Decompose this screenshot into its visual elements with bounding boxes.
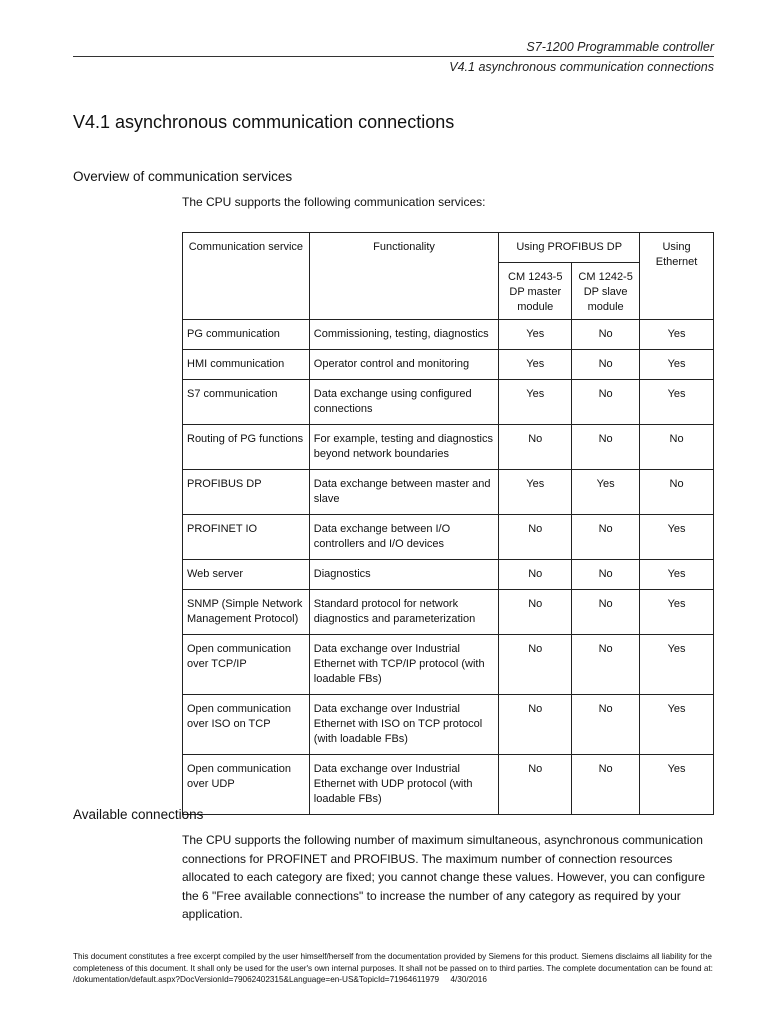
cell-cm1242: No (572, 515, 640, 560)
cell-ethernet: Yes (640, 380, 714, 425)
cell-service: Open communication over UDP (183, 755, 310, 815)
cell-ethernet: Yes (640, 695, 714, 755)
footer-url: /dokumentation/default.aspx?DocVersionId=79062402315&Language=en-US&TopicId=71964611979 (73, 975, 440, 984)
cell-ethernet: Yes (640, 320, 714, 350)
cell-cm1242: Yes (572, 470, 640, 515)
cell-cm1242: No (572, 695, 640, 755)
footer-disclaimer-text: This document constitutes a free excerpt compiled by the user himself/herself from the documentation provided by Siemens for this product. Siemens disclaims all liability for the completeness of this document. It shall only be used for the user's own internal purposes. It shall not be passed on to third parties. The complete documentation can be found at: (73, 952, 713, 973)
col-header-cm1242: CM 1242-5 DP slave module (572, 263, 640, 320)
cell-functionality: Data exchange between master and slave (309, 470, 499, 515)
running-header-product: S7-1200 Programmable controller (526, 40, 714, 54)
cell-cm1243: Yes (499, 350, 572, 380)
cell-functionality: Operator control and monitoring (309, 350, 499, 380)
table-row (183, 380, 714, 425)
cell-functionality: Data exchange using configured connections (309, 380, 499, 425)
cell-service: S7 communication (183, 380, 310, 425)
table-row (183, 560, 714, 590)
cell-functionality: Data exchange over Industrial Ethernet with TCP/IP protocol (with loadable FBs) (309, 635, 499, 695)
cell-functionality: Standard protocol for network diagnostics and parameterization (309, 590, 499, 635)
cell-ethernet: Yes (640, 755, 714, 815)
table-row (183, 320, 714, 350)
cell-cm1242: No (572, 380, 640, 425)
cell-cm1243: No (499, 515, 572, 560)
section-heading-connections: Available connections (73, 807, 204, 822)
cell-service: PG communication (183, 320, 310, 350)
table-row (183, 515, 714, 560)
cell-cm1242: No (572, 635, 640, 695)
col-header-service: Communication service (183, 233, 310, 320)
cell-ethernet: Yes (640, 590, 714, 635)
intro-text: The CPU supports the following communication services: (182, 195, 486, 209)
communication-services-table (182, 232, 714, 815)
table-row (183, 350, 714, 380)
cell-cm1243: Yes (499, 320, 572, 350)
col-header-functionality: Functionality (309, 233, 499, 320)
cell-cm1243: No (499, 590, 572, 635)
connections-paragraph: The CPU supports the following number of maximum simultaneous, asynchronous communication connections for PROFINET and PROFIBUS. The maximum number of connection resources allocated to each category are fixed; you cannot change these values. However, you can configure the 6 "Free available connections" to increase the number of any category as required by your application. (182, 833, 705, 921)
page-title: V4.1 asynchronous communication connections (73, 112, 455, 132)
cell-ethernet: Yes (640, 560, 714, 590)
cell-cm1243: Yes (499, 380, 572, 425)
cell-functionality: Data exchange over Industrial Ethernet with UDP protocol (with loadable FBs) (309, 755, 499, 815)
cell-functionality: Commissioning, testing, diagnostics (309, 320, 499, 350)
cell-ethernet: No (640, 425, 714, 470)
cell-functionality: Data exchange over Industrial Ethernet with ISO on TCP protocol (with loadable FBs) (309, 695, 499, 755)
cell-functionality: Diagnostics (309, 560, 499, 590)
table-row (183, 590, 714, 635)
cell-service: PROFINET IO (183, 515, 310, 560)
cell-service: HMI communication (183, 350, 310, 380)
table-row (183, 755, 714, 815)
cell-service: Open communication over TCP/IP (183, 635, 310, 695)
cell-cm1243: No (499, 425, 572, 470)
footer-date: 4/30/2016 (450, 975, 487, 984)
cell-ethernet: Yes (640, 515, 714, 560)
cell-service: SNMP (Simple Network Management Protocol) (183, 590, 310, 635)
cell-cm1243: Yes (499, 470, 572, 515)
cell-service: Open communication over ISO on TCP (183, 695, 310, 755)
table-row (183, 425, 714, 470)
table-body (183, 320, 714, 815)
footer-disclaimer (73, 951, 723, 986)
cell-cm1243: No (499, 560, 572, 590)
cell-cm1242: No (572, 425, 640, 470)
cell-cm1242: No (572, 320, 640, 350)
cell-cm1242: No (572, 590, 640, 635)
table-row (183, 695, 714, 755)
cell-cm1243: No (499, 635, 572, 695)
cell-cm1243: No (499, 755, 572, 815)
col-header-cm1243: CM 1243-5 DP master module (499, 263, 572, 320)
section-heading-overview: Overview of communication services (73, 169, 293, 184)
cell-cm1242: No (572, 560, 640, 590)
cell-service: Routing of PG functions (183, 425, 310, 470)
cell-cm1242: No (572, 350, 640, 380)
cell-ethernet: Yes (640, 350, 714, 380)
cell-functionality: Data exchange between I/O controllers and I/O devices (309, 515, 499, 560)
col-header-profibus: Using PROFIBUS DP (499, 233, 640, 263)
header-rule (73, 56, 714, 57)
cell-cm1243: No (499, 695, 572, 755)
cell-cm1242: No (572, 755, 640, 815)
cell-service: Web server (183, 560, 310, 590)
table-row (183, 470, 714, 515)
running-header-section: V4.1 asynchronous communication connections (449, 60, 714, 74)
cell-ethernet: Yes (640, 635, 714, 695)
cell-functionality: For example, testing and diagnostics beyond network boundaries (309, 425, 499, 470)
cell-ethernet: No (640, 470, 714, 515)
col-header-ethernet: Using Ethernet (640, 233, 714, 320)
table-row (183, 635, 714, 695)
cell-service: PROFIBUS DP (183, 470, 310, 515)
